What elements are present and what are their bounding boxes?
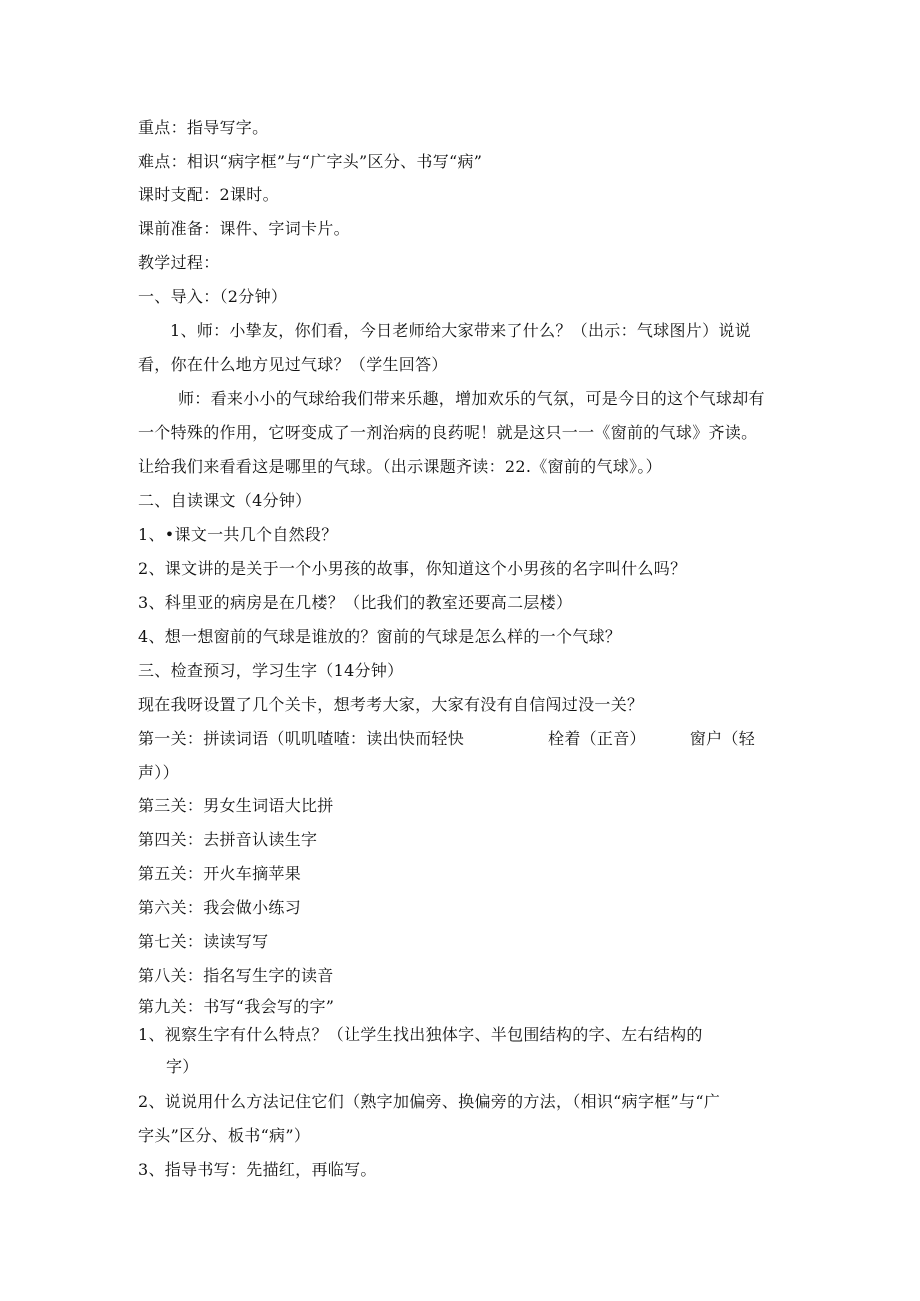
preparation-line: 课前准备：课件、字词卡片。 <box>138 219 350 238</box>
difficulty-line: 难点：相识“病字框”与“广字头”区分、书写“病” <box>138 152 483 171</box>
key-point-line: 重点：指导写字。 <box>138 118 269 137</box>
level-1-continued: 声）） <box>138 763 179 782</box>
level-1-text: 第一关：拼读词语（叽叽喳喳：读出快而轻快 <box>138 729 465 748</box>
list-item: 2、课文讲的是关于一个小男孩的故事，你知道这个小男孩的名字叫什么吗？ <box>138 559 687 578</box>
paragraph-line: 看，你在什么地方见过气球？（学生回答） <box>138 355 448 374</box>
level-6-line: 第六关：我会做小练习 <box>138 898 302 917</box>
section-3-heading: 三、检查预习，学习生字（14分钟） <box>138 661 404 680</box>
list-item: 3、指导书写：先描红，再临写。 <box>138 1160 377 1179</box>
section-2-heading: 二、自读课文（4分钟） <box>138 491 312 510</box>
paragraph-line: 师：看来小小的气球给我们带来乐趣，增加欢乐的气氛，可是今日的这个气球却有 <box>178 389 765 408</box>
level-4-line: 第四关：去拼音认读生字 <box>138 830 318 849</box>
list-item: 4、想一想窗前的气球是谁放的？窗前的气球是怎么样的一个气球？ <box>138 627 622 646</box>
list-item: 3、科里亚的病房是在几楼？（比我们的教室还要高二层楼） <box>138 593 573 612</box>
section-1-heading: 一、导入：（2分钟） <box>138 287 288 306</box>
level-1-text: 窗户（轻 <box>689 729 756 748</box>
level-8-line: 第八关：指名写生字的读音 <box>138 966 334 985</box>
paragraph-line: 一个特殊的作用，它呀变成了一剂治病的良药呢！就是这只一一《窗前的气球》齐读。 <box>138 423 758 442</box>
list-item: 1、•课文一共几个自然段？ <box>138 525 338 544</box>
level-1-line <box>138 728 755 750</box>
level-3-line: 第三关：男女生词语大比拼 <box>138 796 334 815</box>
paragraph-line: 现在我呀设置了几个关卡，想考考大家，大家有没有自信闯过没一关？ <box>138 695 644 714</box>
teaching-process-heading: 教学过程： <box>138 253 220 272</box>
level-7-line: 第七关：读读写写 <box>138 932 269 951</box>
list-item: 2、说说用什么方法记住它们（熟字加偏旁、换偏旁的方法，（相识“病字框”与“广 <box>138 1092 721 1111</box>
list-item: 1、视察生字有什么特点？（让学生找出独体字、半包围结构的字、左右结构的 <box>138 1025 703 1044</box>
paragraph-line: 1、师：小挚友，你们看，今日老师给大家带来了什么？（出示：气球图片）说说 <box>170 321 751 340</box>
list-item-continued: 字头”区分、板书“病”） <box>138 1126 311 1145</box>
paragraph-line: 让给我们来看看这是哪里的气球。（出示课题齐读：22.《窗前的气球》。） <box>138 457 662 476</box>
list-item-continued: 字） <box>166 1057 199 1076</box>
level-9-line: 第九关：书写“我会写的字” <box>138 997 335 1016</box>
class-hours-line: 课时支配：2课时。 <box>138 185 279 204</box>
level-1-text: 栓着（正音） <box>548 729 646 748</box>
level-5-line: 第五关：开火车摘苹果 <box>138 864 302 883</box>
